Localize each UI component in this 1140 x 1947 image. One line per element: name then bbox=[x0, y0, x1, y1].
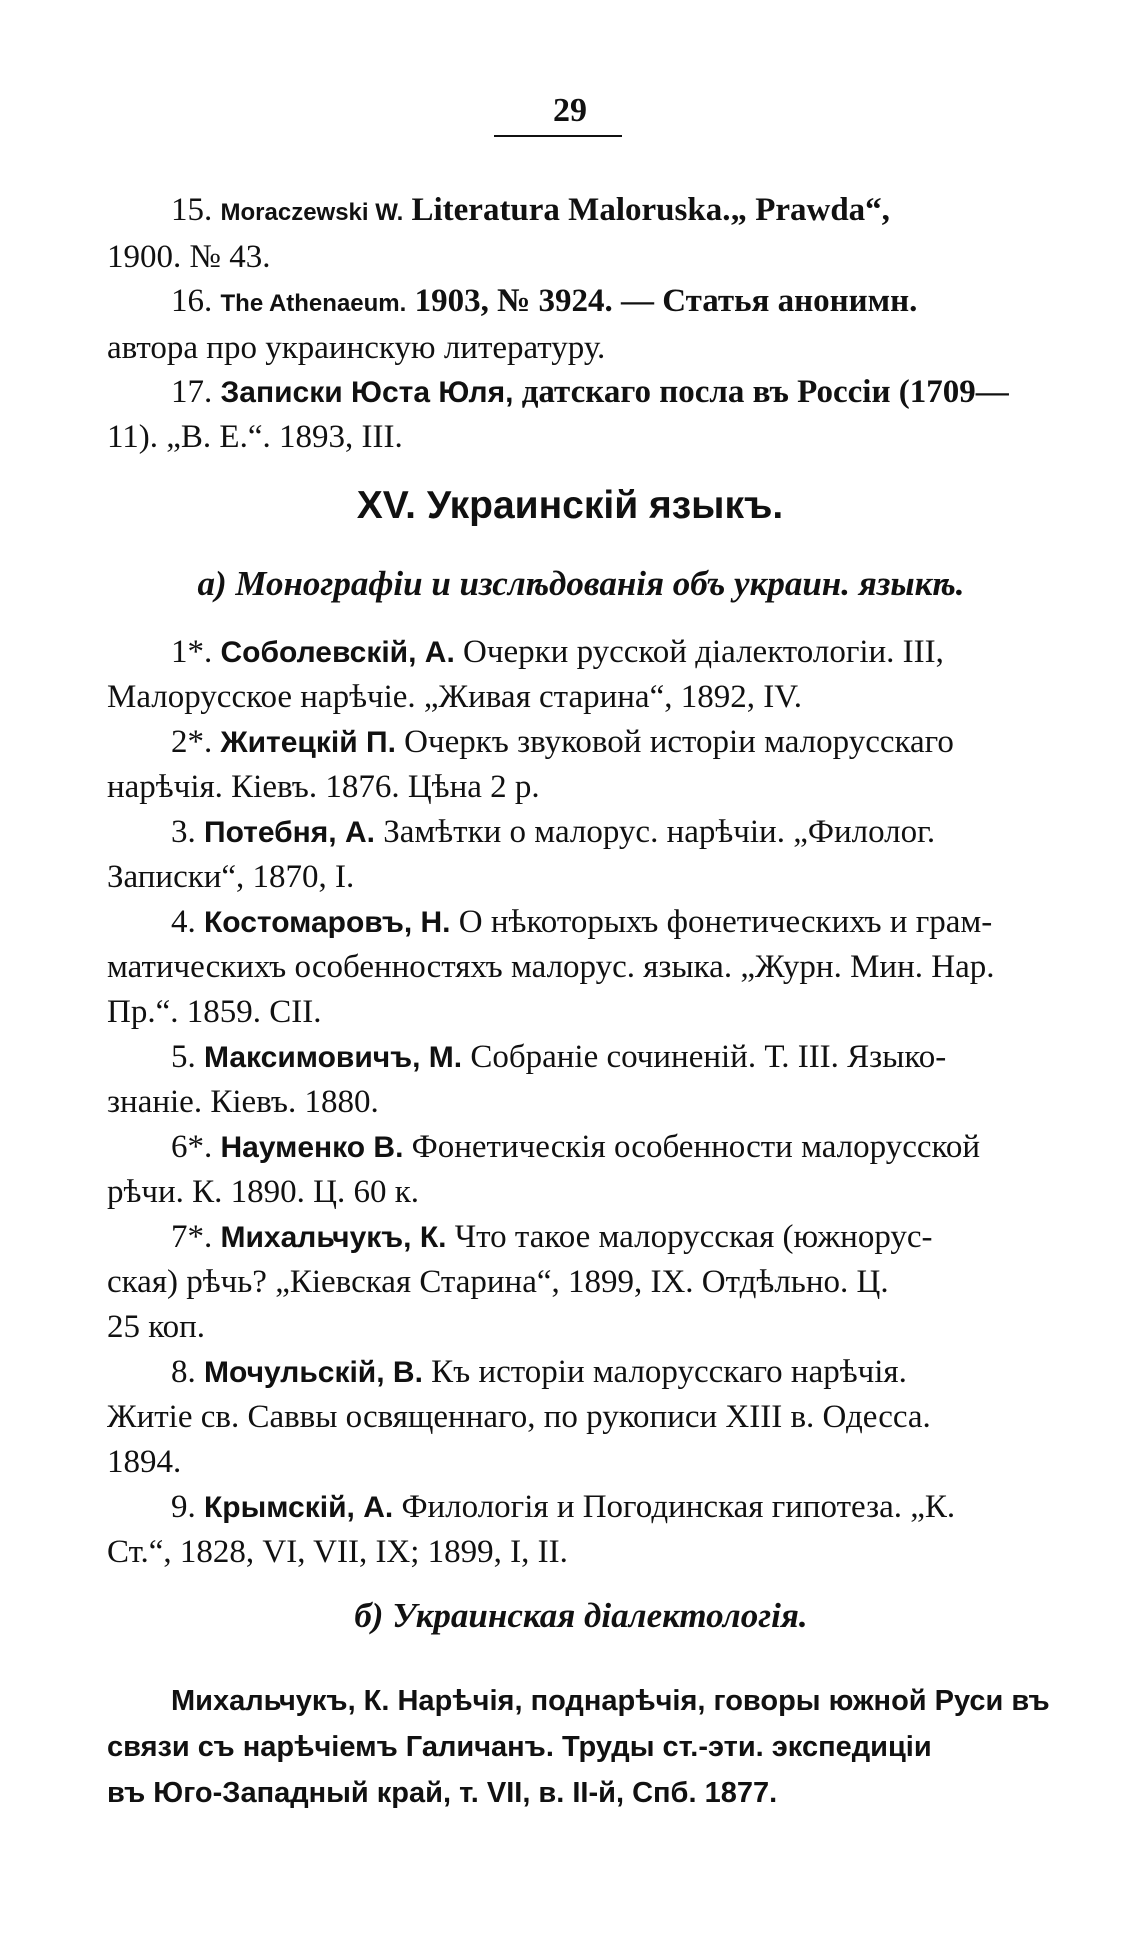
entry-text: Замѣтки о малорус. нарѣчіи. „Филолог. bbox=[383, 814, 936, 850]
entry-author: Moraczewski W. bbox=[220, 199, 404, 226]
entry-number: 9. bbox=[171, 1489, 196, 1525]
entry-text: Что такое малорусская (южнорус- bbox=[454, 1219, 933, 1255]
entry-number: 3. bbox=[171, 814, 196, 850]
subsection-heading-a: а) Монографіи и изслѣдованія объ украин. языкѣ. bbox=[197, 564, 965, 603]
entry-line bbox=[107, 1125, 1055, 1170]
entry-line: автора про украинскую литературу. bbox=[107, 330, 606, 366]
entry-number: 5. bbox=[171, 1039, 196, 1075]
entry-line bbox=[107, 1215, 1055, 1260]
entry-text: Фонетическія особенности малорусской bbox=[411, 1129, 981, 1165]
entry-line: Михальчукъ, К. Нарѣчія, поднарѣчія, говоры южной Руси въ bbox=[171, 1685, 1050, 1717]
page-number: 29 bbox=[553, 92, 587, 129]
entry-author: Максимовичъ, М. bbox=[204, 1041, 463, 1074]
entry-number: 4. bbox=[171, 904, 196, 940]
entry-number: 7*. bbox=[171, 1219, 213, 1255]
entry-title: Literatura Maloruska.„ Prawda“, bbox=[411, 192, 890, 228]
entry-line bbox=[107, 188, 1055, 235]
entry-line: 1900. № 43. bbox=[107, 239, 271, 275]
entry-author: Науменко В. bbox=[220, 1131, 404, 1164]
entry-text: Очерки русской діалектологіи. III, bbox=[463, 634, 944, 670]
entry-b bbox=[107, 1678, 1055, 1816]
entry-number: 6*. bbox=[171, 1129, 213, 1165]
entry-line: Записки“, 1870, I. bbox=[107, 859, 355, 895]
entry-title: датскаго посла въ Россіи (1709— bbox=[521, 374, 1009, 410]
entry-text: Къ исторіи малорусскаго нарѣчія. bbox=[431, 1354, 907, 1390]
entries-a bbox=[107, 630, 1055, 1575]
entry-title: 1903, № 3924. — Статья анонимн. bbox=[414, 283, 918, 319]
entry-text: Собраніе сочиненій. Т. III. Языко- bbox=[470, 1039, 947, 1075]
entry-line: 1894. bbox=[107, 1444, 182, 1480]
entry-number: 17. bbox=[171, 374, 213, 410]
entry-number: 8. bbox=[171, 1354, 196, 1390]
entry-line: Житіе св. Саввы освященнаго, по рукописи XIII в. Одесса. bbox=[107, 1399, 931, 1435]
entry-line: матическихъ особенностяхъ малорус. языка. „Журн. Мин. Нар. bbox=[107, 949, 995, 985]
entry-number: 15. bbox=[171, 192, 213, 228]
entry-author: Мочульскій, В. bbox=[204, 1356, 423, 1389]
entry-line bbox=[107, 1485, 1055, 1530]
entry-author: Михальчукъ, К. bbox=[220, 1221, 447, 1254]
entry-author: Костомаровъ, Н. bbox=[204, 906, 451, 939]
entry-text: О нѣкоторыхъ фонетическихъ и грам- bbox=[458, 904, 993, 940]
entry-author: Записки Юста Юля, bbox=[220, 376, 514, 409]
entry-author: Потебня, А. bbox=[204, 816, 375, 849]
entry-number: 1*. bbox=[171, 634, 213, 670]
entry-line: въ Юго-Западный край, т. VII, в. II-й, Спб. 1877. bbox=[107, 1777, 778, 1809]
entry-line: Пр.“. 1859. CII. bbox=[107, 994, 322, 1030]
entry-line: ская) рѣчь? „Кіевская Старина“, 1899, IX. Отдѣльно. Ц. bbox=[107, 1264, 889, 1300]
section-heading: XV. Украинскій языкъ. bbox=[356, 484, 784, 527]
entry-line bbox=[107, 1035, 1055, 1080]
entry-number: 2*. bbox=[171, 724, 213, 760]
entry-line bbox=[107, 279, 1055, 326]
subsection-heading-b: б) Украинская діалектологія. bbox=[354, 1596, 808, 1635]
entries-top bbox=[107, 188, 1055, 459]
entry-line: знаніе. Кіевъ. 1880. bbox=[107, 1084, 379, 1120]
entry-author: Крымскій, А. bbox=[204, 1491, 394, 1524]
entry-text: Очеркъ звуковой исторіи малорусскаго bbox=[404, 724, 954, 760]
entry-author: Житецкій П. bbox=[220, 726, 396, 759]
entry-line: Малорусское нарѣчіе. „Живая старина“, 1892, IV. bbox=[107, 679, 803, 715]
entry-number: 16. bbox=[171, 283, 213, 319]
entry-line: связи съ нарѣчіемъ Галичанъ. Труды ст.-эти. экспедиціи bbox=[107, 1731, 932, 1763]
entry-line bbox=[107, 810, 1055, 855]
entry-line bbox=[107, 1350, 1055, 1395]
entry-text: Филологія и Погодинская гипотеза. „К. bbox=[401, 1489, 956, 1525]
entry-line: Ст.“, 1828, VI, VII, IX; 1899, I, II. bbox=[107, 1534, 568, 1570]
entry-author: The Athenaeum. bbox=[220, 290, 407, 317]
entry-line: 11). „В. Е.“. 1893, III. bbox=[107, 419, 403, 455]
page-number-rule bbox=[494, 135, 622, 137]
entry-line bbox=[107, 900, 1055, 945]
entry-author: Соболевскій, А. bbox=[220, 636, 455, 669]
entry-line bbox=[107, 720, 1055, 765]
entry-line: 25 коп. bbox=[107, 1309, 206, 1345]
entry-line bbox=[107, 370, 1055, 415]
entry-line: нарѣчія. Кіевъ. 1876. Цѣна 2 р. bbox=[107, 769, 540, 805]
entry-line: рѣчи. К. 1890. Ц. 60 к. bbox=[107, 1174, 420, 1210]
entry-line bbox=[107, 630, 1055, 675]
